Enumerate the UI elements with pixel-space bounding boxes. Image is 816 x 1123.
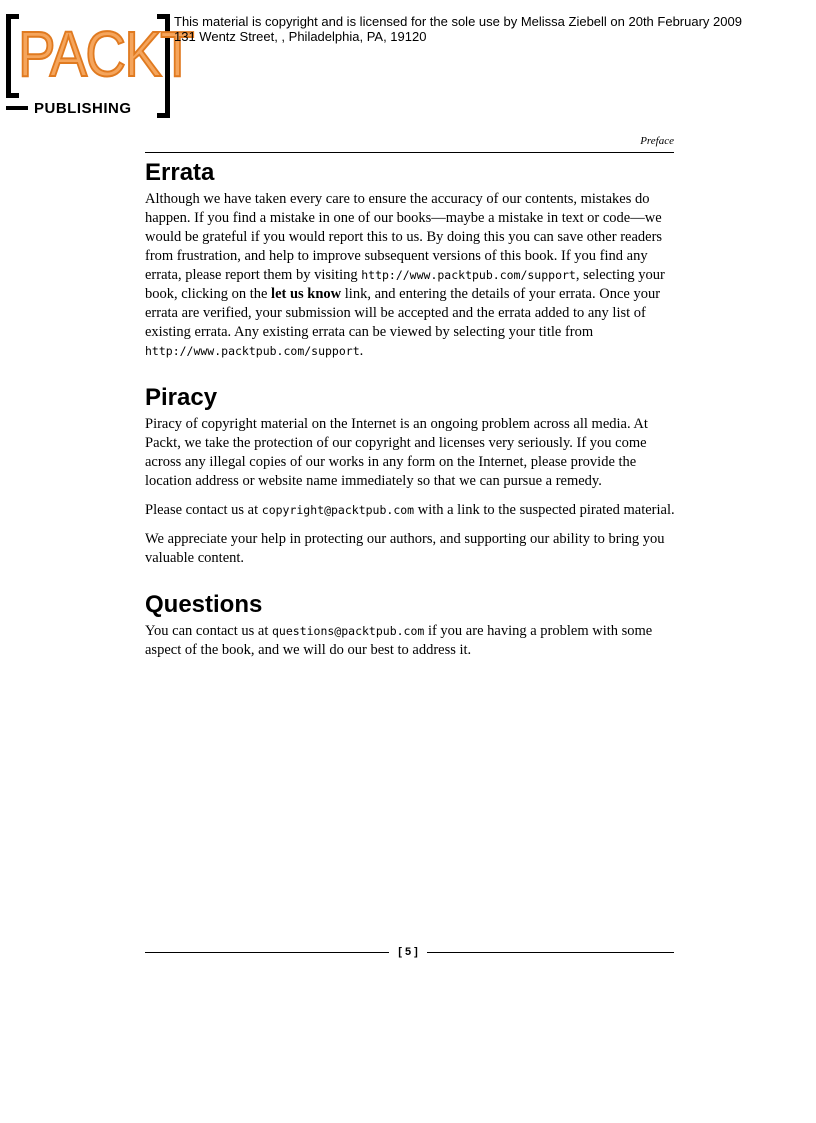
page-content <box>145 158 675 682</box>
piracy-paragraph-3: We appreciate your help in protecting our authors, and supporting our ability to bring you valuable content. <box>145 531 665 566</box>
let-us-know-text: let us know <box>271 286 342 302</box>
license-line-2: 131 Wentz Street, , Philadelphia, PA, 19120 <box>174 29 427 44</box>
logo-underline <box>6 106 28 110</box>
errata-support-link[interactable]: http://www.packtpub.com/support <box>361 268 576 282</box>
questions-heading: Questions <box>145 591 263 618</box>
packt-logo <box>6 14 193 118</box>
errata-heading: Errata <box>145 159 215 186</box>
copyright-email-link[interactable]: copyright@packtpub.com <box>261 503 415 517</box>
piracy-section <box>145 383 675 568</box>
running-header <box>145 135 674 153</box>
logo-wordmark: PACKT <box>18 18 193 90</box>
questions-email-link[interactable]: questions@packtpub.com <box>272 624 425 638</box>
questions-section <box>145 590 675 660</box>
piracy-paragraph-2: Please contact us at copyright@packtpub.com with a link to the suspected pirated material. <box>145 502 675 518</box>
piracy-heading: Piracy <box>145 384 218 411</box>
license-notice <box>174 14 794 44</box>
footer-rule-left <box>145 952 389 953</box>
page-number: [ 5 ] <box>398 946 418 958</box>
errata-support-link-2[interactable]: http://www.packtpub.com/support <box>145 344 360 358</box>
piracy-paragraph-1: Piracy of copyright material on the Internet is an ongoing problem across all media. At Packt, we take the protection of our copyright and licenses very seriously. If you come across any illegal copies of our works in any form on the Internet, please provide the location address or website name immediately so that we can pursue a remedy. <box>145 416 648 489</box>
logo-subtitle: PUBLISHING <box>34 100 132 117</box>
questions-paragraph: You can contact us at questions@packtpub.com if you are having a problem with some aspect of the book, and we will do our best to address it. <box>145 623 653 658</box>
footer-rule-right <box>427 952 674 953</box>
page-footer <box>145 944 674 962</box>
license-line-1: This material is copyright and is licensed for the sole use by Melissa Ziebell on 20th February 2009 <box>174 14 742 29</box>
errata-paragraph: Although we have taken every care to ensure the accuracy of our contents, mistakes do happen. If you find a mistake in one of our books—maybe a mistake in text or code—we would be grateful if you would report this to us. By doing this you can save other readers from frustration, and help to improve subsequent versions of this book. If you find any errata, please report them by visiting http://www.packtpub.com/support, selecting your book, clicking on the let us know link, and entering the details of your errata. Once your errata are verified, your submission will be accepted and the errata added to any list of existing errata. Any existing errata can be viewed by selecting your title from http://www.packtpub.com/support. <box>145 191 665 359</box>
running-header-title: Preface <box>640 135 674 147</box>
errata-section <box>145 158 675 361</box>
